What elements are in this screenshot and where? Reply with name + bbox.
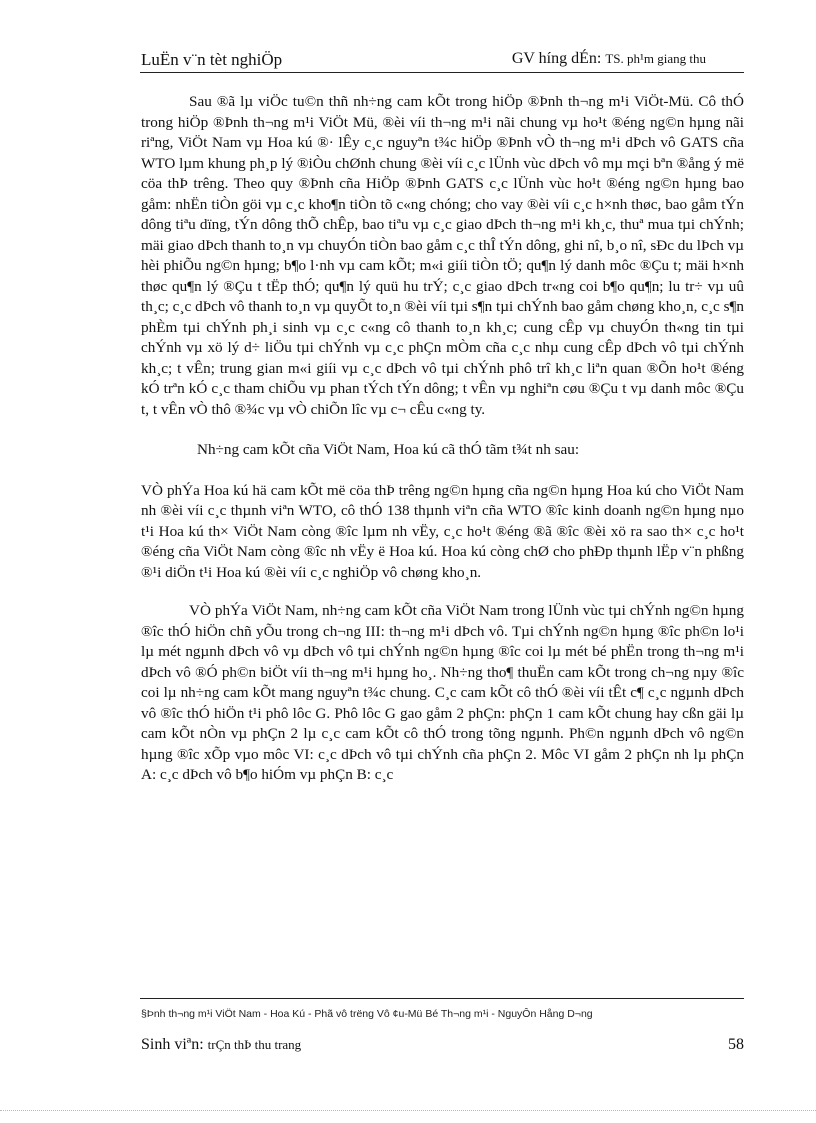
footer-student: [141, 1036, 301, 1054]
paragraph-2: Nh÷ng cam kÕt cña ViÖt Nam, Hoa kú cã thÓ tãm t¾t nh sau:: [197, 441, 580, 458]
footer-note: §Þnh th¬ng m¹i ViÖt Nam - Hoa Kú - Phã vô trëng Vô ¢u-Mü Bé Th¬ng m¹i - NguyÔn Hång D¬ng: [141, 1008, 593, 1020]
paragraph-4: VÒ phÝa ViÖt Nam, nh÷ng cam kÕt cña ViÖt Nam trong lÜnh vùc tµi chÝnh ng©n hµng ®îc thÓ hiÖn chñ yÕu trong ch¬ng III: th¬ng m¹i dÞch vô. Tµi chÝnh ng©n hµng ®îc ph©n lo¹i lµ mét ngµnh dÞch vô vµ dÞch vô tµi chÝnh ng©n hµng ®îc coi lµ mét bé phËn trong th¬ng m¹i dÞch vô ®Ó ph©n biÖt víi th¬ng m¹i hµng ho¸. Nh÷ng tho¶ thuËn cam kÕt trong ch¬ng nµy ®îc coi lµ nh÷ng cam kÕt mang nguyªn t¾c chung. C¸c cam kÕt cô thÓ ®èi víi tÊt c¶ c¸c ngµnh dÞch vô ®îc thÓ hiÖn t¹i phô lôc G. Phô lôc G gao gåm 2 phÇn: phÇn 1 cam kÕt chung hay cßn gäi lµ cam kÕt nÒn vµ phÇn 2 lµ c¸c cam kÕt cô thÓ trong tõng ngµnh. Ph©n ngµnh dÞch vô ng©n hµng ®îc xÕp vµo môc VI: c¸c dÞch vô tµi chÝnh cña phÇn 2. Môc VI gåm 2 phÇn nh lµ phÇn A: c¸c dÞch vô b¶o hiÓm vµ phÇn B: c¸c: [141, 602, 744, 783]
paragraph-3: VÒ phÝa Hoa kú hä cam kÕt më cöa thÞ trêng ng©n hµng cña ng©n hµng Hoa kú cho ViÖt Nam nh ®èi víi c¸c thµnh viªn WTO, cô thÓ 138 thµnh viªn cña WTO ®îc kinh doanh ng©n hµng nµo t¹i Hoa kú th× ViÖt Nam còng ®îc lµm nh vËy, c¸c ho¹t ®éng ®ã ®îc ®èi xö ra sao th× c¸c ho¹t ®éng cña ViÖt Nam còng ®îc nh vËy ë Hoa kú. Hoa kú còng chØ cho phÐp thµnh lËp v¨n phßng ®¹i diÖn t¹i Hoa kú ®èi víi c¸c nghiÖp vô chøng kho¸n.: [141, 481, 744, 581]
body-text: [141, 92, 744, 786]
header-thesis-title: LuËn v¨n tèt nghiÖp: [141, 50, 283, 69]
page-number: 58: [728, 1036, 744, 1053]
header-supervisor-label: GV híng dÉn:: [511, 50, 602, 67]
footer-student-label: Sinh viªn:: [141, 1036, 204, 1053]
page-bottom-divider: [0, 1110, 816, 1111]
footer-rule: [140, 998, 744, 999]
paragraph-1: Sau ®ã lµ viÖc tu©n thñ nh÷ng cam kÕt trong hiÖp ®Þnh th¬ng m¹i ViÖt-Mü. Cô thÓ trong hiÖp ®Þnh th¬ng m¹i ViÖt Mü, ®èi víi th¬ng m¹i nãi chung vµ ho¹t ®éng ng©n hµng nãi riªng, ViÖt Nam vµ Hoa kú ®· lÊy c¸c nguyªn t¾c hiÖp ®Þnh vÒ th¬ng m¹i dÞch vô GATS cña WTO lµm khung ph¸p lý ®iÒu chØnh chung ®èi víi c¸c lÜnh vùc dÞch vô mµ mçi bªn ®ång ý më cöa thÞ trêng. Theo quy ®Þnh cña HiÖp ®Þnh GATS c¸c lÜnh vùc ho¹t ®éng ng©n hµng bao gåm: nhËn tiÒn göi vµ c¸c kho¶n tiÒn tõ c«ng chóng; cho vay ®èi víi c¸c h×nh thøc, bao gåm tÝn dông tiªu dïng, tÝn dông thÕ chÊp, bao tiªu vµ c¸c giao dÞch th¬ng m¹i kh¸c, thuª mua tµi chÝnh; mäi giao dÞch thanh to¸n vµ chuyÓn tiÒn bao gåm c¸c thÎ tÝn dông, ghi nî, b¸o nî, sÐc du lÞch vµ hèi phiÕu ng©n hµng; b¶o l·nh vµ cam kÕt; m«i giíi tiÒn tÖ; qu¶n lý danh môc ®Çu t; mäi h×nh thøc qu¶n lý ®Çu t tËp thÓ; qu¶n lý quü hu trÝ; c¸c giao dÞch tr«ng coi b¶o qu¶n; lu tr÷ vµ uû th¸c; c¸c dÞch vô thanh to¸n vµ quyÕt to¸n ®èi víi tµi s¶n tµi chÝnh bao gåm chøng kho¸n, c¸c s¶n phÈm tµi chÝnh ph¸i sinh vµ c¸c c«ng cô thanh to¸n kh¸c; cung cÊp vµ chuyÓn th«ng tin tµi chÝnh vµ xö lý d÷ liÖu tµi chÝnh vµ c¸c phÇn mÒm cña c¸c nhµ cung cÊp dÞch vô tµi chÝnh kh¸c; t vÊn; trung gian m«i giíi vµ c¸c dÞch vô tµi chÝnh phô trî kh¸c liªn quan ®Õn ho¹t ®éng kÓ trªn kÓ c¸c tham chiÕu vµ phan tÝch tÝn dông; t vÊn vµ nghiªn cøu ®Çu t vµ danh môc ®Çu t, t vÊn vÒ thô ®¾c vµ vÒ chiÕn lîc vµ c¬ cÊu c«ng ty.: [141, 93, 744, 418]
header-rule: [140, 72, 744, 73]
header-supervisor: [512, 50, 706, 68]
header-supervisor-name: TS. ph¹m giang thu: [605, 51, 706, 66]
footer-student-name: trÇn thÞ thu trang: [207, 1037, 302, 1052]
